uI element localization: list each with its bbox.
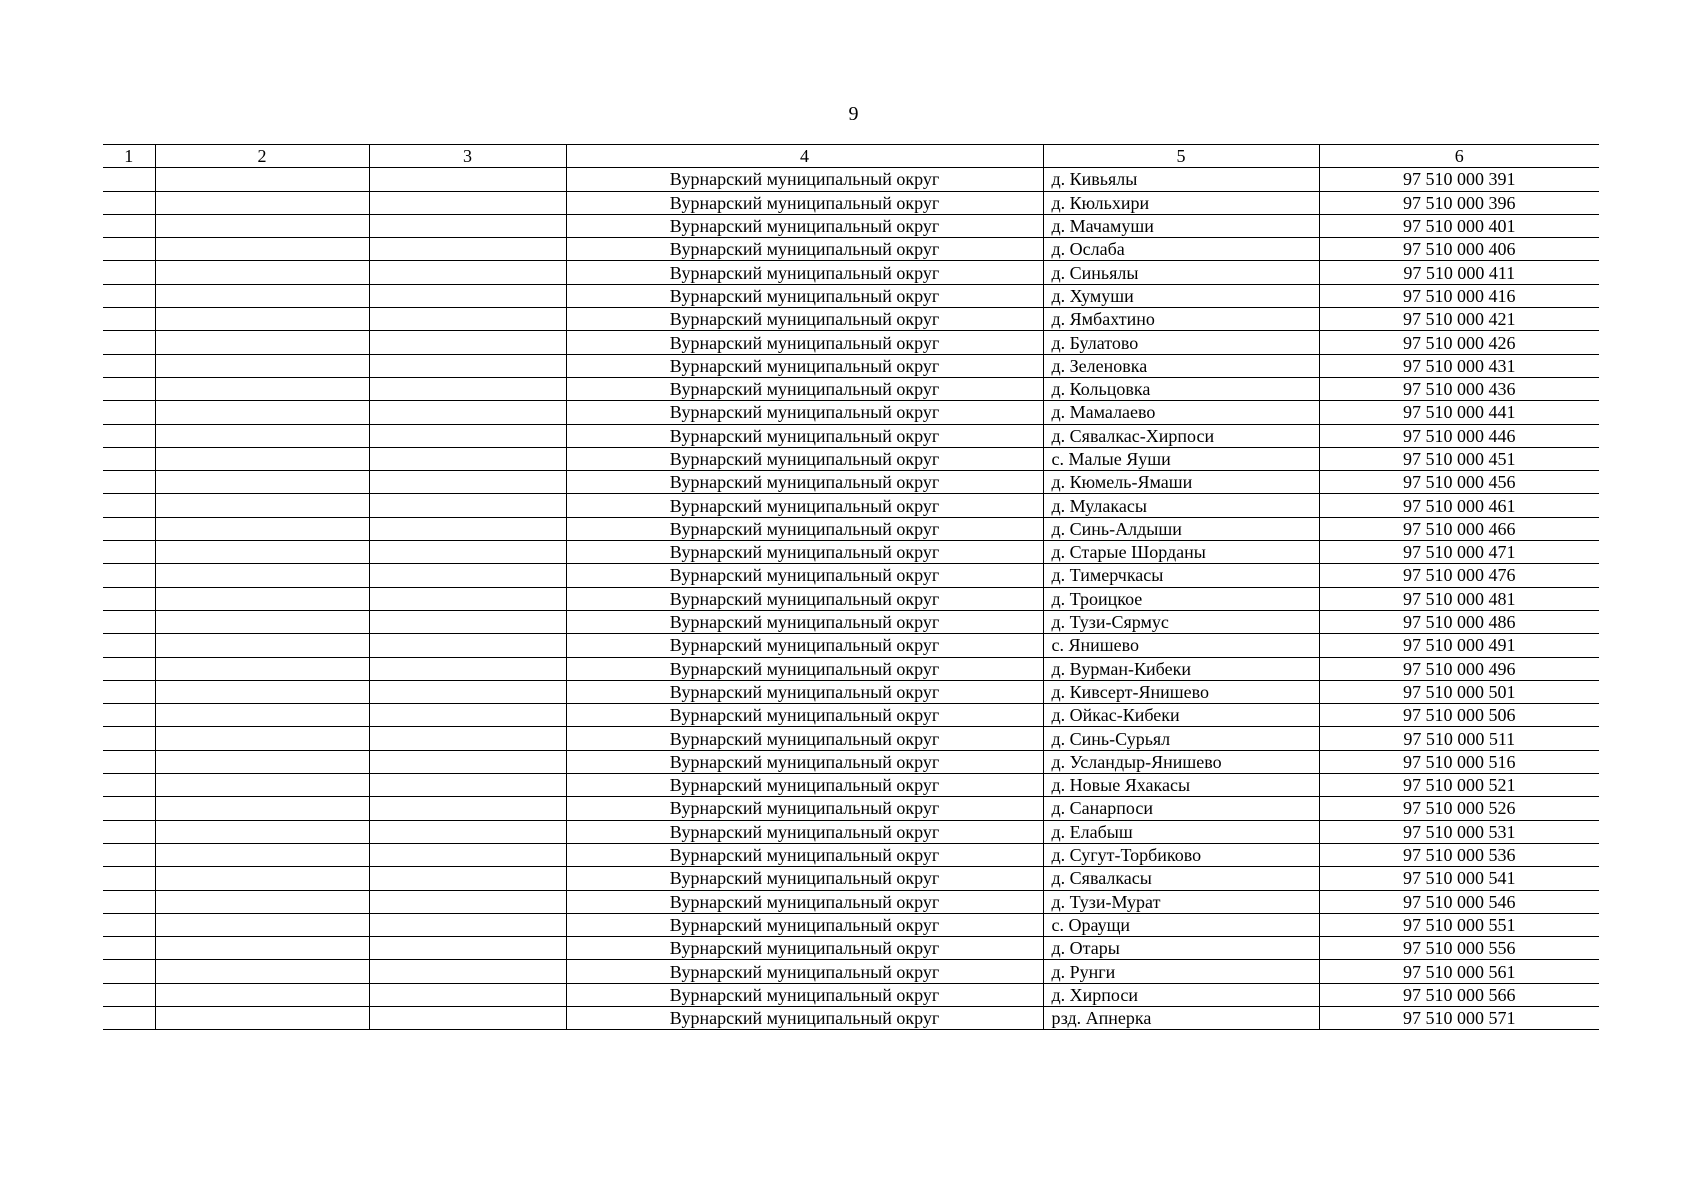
- cell-col-1: [103, 517, 155, 540]
- settlement-cell: д. Мамалаево: [1043, 401, 1319, 424]
- oktmo-code-cell: 97 510 000 546: [1319, 890, 1599, 913]
- table-row: [103, 517, 1599, 540]
- cell-col-2: [155, 913, 369, 936]
- cell-col-1: [103, 284, 155, 307]
- municipality-cell: Вурнарский муниципальный округ: [566, 657, 1043, 680]
- cell-col-2: [155, 377, 369, 400]
- settlement-cell: д. Рунги: [1043, 960, 1319, 983]
- municipality-cell: Вурнарский муниципальный округ: [566, 680, 1043, 703]
- column-header-5: 5: [1043, 145, 1319, 168]
- municipality-cell: Вурнарский муниципальный округ: [566, 331, 1043, 354]
- cell-col-1: [103, 750, 155, 773]
- cell-col-1: [103, 447, 155, 470]
- table-row: [103, 541, 1599, 564]
- cell-col-1: [103, 191, 155, 214]
- oktmo-code-cell: 97 510 000 396: [1319, 191, 1599, 214]
- cell-col-3: [369, 494, 566, 517]
- cell-col-2: [155, 890, 369, 913]
- cell-col-2: [155, 750, 369, 773]
- oktmo-code-cell: 97 510 000 501: [1319, 680, 1599, 703]
- cell-col-2: [155, 214, 369, 237]
- oktmo-code-cell: 97 510 000 476: [1319, 564, 1599, 587]
- cell-col-2: [155, 284, 369, 307]
- settlement-cell: д. Сугут-Торбиково: [1043, 843, 1319, 866]
- cell-col-3: [369, 983, 566, 1006]
- settlement-cell: рзд. Апнерка: [1043, 1006, 1319, 1029]
- table-row: [103, 401, 1599, 424]
- settlement-cell: д. Синь-Сурьял: [1043, 727, 1319, 750]
- cell-col-1: [103, 354, 155, 377]
- settlement-cell: д. Булатово: [1043, 331, 1319, 354]
- oktmo-code-cell: 97 510 000 436: [1319, 377, 1599, 400]
- municipality-cell: Вурнарский муниципальный округ: [566, 820, 1043, 843]
- oktmo-code-cell: 97 510 000 416: [1319, 284, 1599, 307]
- cell-col-3: [369, 331, 566, 354]
- municipality-cell: Вурнарский муниципальный округ: [566, 424, 1043, 447]
- municipality-cell: Вурнарский муниципальный округ: [566, 960, 1043, 983]
- oktmo-code-cell: 97 510 000 511: [1319, 727, 1599, 750]
- column-header-4: 4: [566, 145, 1043, 168]
- settlement-cell: д. Вурман-Кибеки: [1043, 657, 1319, 680]
- cell-col-1: [103, 308, 155, 331]
- municipality-cell: Вурнарский муниципальный округ: [566, 308, 1043, 331]
- oktmo-code-cell: 97 510 000 496: [1319, 657, 1599, 680]
- settlement-cell: д. Отары: [1043, 937, 1319, 960]
- settlement-cell: д. Троицкое: [1043, 587, 1319, 610]
- settlement-cell: с. Янишево: [1043, 634, 1319, 657]
- cell-col-3: [369, 937, 566, 960]
- table-row: [103, 704, 1599, 727]
- cell-col-1: [103, 937, 155, 960]
- table-row: [103, 680, 1599, 703]
- cell-col-1: [103, 634, 155, 657]
- settlement-cell: д. Кюльхири: [1043, 191, 1319, 214]
- table-row: [103, 774, 1599, 797]
- oktmo-code-cell: 97 510 000 431: [1319, 354, 1599, 377]
- municipality-cell: Вурнарский муниципальный округ: [566, 471, 1043, 494]
- cell-col-3: [369, 1006, 566, 1029]
- settlement-cell: д. Кюмель-Ямаши: [1043, 471, 1319, 494]
- oktmo-code-cell: 97 510 000 516: [1319, 750, 1599, 773]
- cell-col-2: [155, 447, 369, 470]
- column-header-1: 1: [103, 145, 155, 168]
- cell-col-2: [155, 168, 369, 191]
- register-table: [103, 144, 1599, 1030]
- table-row: [103, 238, 1599, 261]
- settlement-cell: д. Старые Шорданы: [1043, 541, 1319, 564]
- cell-col-3: [369, 471, 566, 494]
- settlement-cell: д. Хумуши: [1043, 284, 1319, 307]
- municipality-cell: Вурнарский муниципальный округ: [566, 704, 1043, 727]
- oktmo-code-cell: 97 510 000 406: [1319, 238, 1599, 261]
- cell-col-1: [103, 214, 155, 237]
- settlement-cell: д. Новые Яхакасы: [1043, 774, 1319, 797]
- oktmo-code-cell: 97 510 000 531: [1319, 820, 1599, 843]
- cell-col-3: [369, 634, 566, 657]
- cell-col-1: [103, 168, 155, 191]
- cell-col-1: [103, 657, 155, 680]
- settlement-cell: д. Кивсерт-Янишево: [1043, 680, 1319, 703]
- cell-col-3: [369, 191, 566, 214]
- table-row: [103, 634, 1599, 657]
- municipality-cell: Вурнарский муниципальный округ: [566, 750, 1043, 773]
- cell-col-2: [155, 191, 369, 214]
- settlement-cell: д. Синьялы: [1043, 261, 1319, 284]
- settlement-cell: д. Елабыш: [1043, 820, 1319, 843]
- cell-col-2: [155, 308, 369, 331]
- oktmo-code-cell: 97 510 000 421: [1319, 308, 1599, 331]
- cell-col-3: [369, 680, 566, 703]
- table-row: [103, 494, 1599, 517]
- cell-col-2: [155, 680, 369, 703]
- table-row: [103, 1006, 1599, 1029]
- cell-col-3: [369, 564, 566, 587]
- cell-col-1: [103, 610, 155, 633]
- page-number: [0, 102, 1697, 126]
- table-row: [103, 284, 1599, 307]
- cell-col-1: [103, 238, 155, 261]
- cell-col-3: [369, 284, 566, 307]
- cell-col-3: [369, 890, 566, 913]
- municipality-cell: Вурнарский муниципальный округ: [566, 447, 1043, 470]
- cell-col-2: [155, 610, 369, 633]
- oktmo-code-cell: 97 510 000 466: [1319, 517, 1599, 540]
- cell-col-2: [155, 704, 369, 727]
- cell-col-2: [155, 797, 369, 820]
- cell-col-2: [155, 331, 369, 354]
- cell-col-1: [103, 564, 155, 587]
- cell-col-2: [155, 937, 369, 960]
- cell-col-1: [103, 704, 155, 727]
- cell-col-2: [155, 354, 369, 377]
- oktmo-code-cell: 97 510 000 541: [1319, 867, 1599, 890]
- municipality-cell: Вурнарский муниципальный округ: [566, 401, 1043, 424]
- settlement-cell: д. Мачамуши: [1043, 214, 1319, 237]
- municipality-cell: Вурнарский муниципальный округ: [566, 1006, 1043, 1029]
- cell-col-3: [369, 657, 566, 680]
- oktmo-code-cell: 97 510 000 551: [1319, 913, 1599, 936]
- table-row: [103, 983, 1599, 1006]
- settlement-cell: д. Тузи-Сярмус: [1043, 610, 1319, 633]
- oktmo-code-cell: 97 510 000 506: [1319, 704, 1599, 727]
- oktmo-code-cell: 97 510 000 521: [1319, 774, 1599, 797]
- cell-col-2: [155, 657, 369, 680]
- municipality-cell: Вурнарский муниципальный округ: [566, 191, 1043, 214]
- oktmo-code-cell: 97 510 000 566: [1319, 983, 1599, 1006]
- cell-col-3: [369, 261, 566, 284]
- oktmo-code-cell: 97 510 000 486: [1319, 610, 1599, 633]
- table-row: [103, 750, 1599, 773]
- header-row: [103, 145, 1599, 168]
- cell-col-3: [369, 587, 566, 610]
- column-header-3: 3: [369, 145, 566, 168]
- table-row: [103, 168, 1599, 191]
- cell-col-3: [369, 820, 566, 843]
- cell-col-2: [155, 564, 369, 587]
- cell-col-1: [103, 424, 155, 447]
- oktmo-code-cell: 97 510 000 461: [1319, 494, 1599, 517]
- cell-col-3: [369, 843, 566, 866]
- cell-col-3: [369, 401, 566, 424]
- cell-col-2: [155, 587, 369, 610]
- cell-col-1: [103, 587, 155, 610]
- table-row: [103, 937, 1599, 960]
- cell-col-3: [369, 168, 566, 191]
- table-row: [103, 331, 1599, 354]
- oktmo-code-cell: 97 510 000 491: [1319, 634, 1599, 657]
- settlement-cell: д. Тузи-Мурат: [1043, 890, 1319, 913]
- settlement-cell: с. Малые Яуши: [1043, 447, 1319, 470]
- cell-col-2: [155, 471, 369, 494]
- table-row: [103, 820, 1599, 843]
- oktmo-code-cell: 97 510 000 481: [1319, 587, 1599, 610]
- cell-col-1: [103, 541, 155, 564]
- cell-col-2: [155, 541, 369, 564]
- municipality-cell: Вурнарский муниципальный округ: [566, 284, 1043, 307]
- cell-col-2: [155, 867, 369, 890]
- cell-col-3: [369, 610, 566, 633]
- settlement-cell: д. Ямбахтино: [1043, 308, 1319, 331]
- settlement-cell: д. Сявалкас-Хирпоси: [1043, 424, 1319, 447]
- oktmo-code-cell: 97 510 000 526: [1319, 797, 1599, 820]
- municipality-cell: Вурнарский муниципальный округ: [566, 238, 1043, 261]
- cell-col-2: [155, 517, 369, 540]
- oktmo-code-cell: 97 510 000 411: [1319, 261, 1599, 284]
- settlement-cell: д. Усландыр-Янишево: [1043, 750, 1319, 773]
- page-number-text: 9: [848, 103, 859, 125]
- oktmo-code-cell: 97 510 000 456: [1319, 471, 1599, 494]
- oktmo-code-cell: 97 510 000 556: [1319, 937, 1599, 960]
- cell-col-3: [369, 727, 566, 750]
- cell-col-1: [103, 867, 155, 890]
- cell-col-1: [103, 727, 155, 750]
- municipality-cell: Вурнарский муниципальный округ: [566, 843, 1043, 866]
- oktmo-code-cell: 97 510 000 571: [1319, 1006, 1599, 1029]
- municipality-cell: Вурнарский муниципальный округ: [566, 494, 1043, 517]
- cell-col-3: [369, 447, 566, 470]
- table-row: [103, 610, 1599, 633]
- cell-col-3: [369, 867, 566, 890]
- settlement-cell: д. Ослаба: [1043, 238, 1319, 261]
- settlement-cell: с. Ораущи: [1043, 913, 1319, 936]
- settlement-cell: д. Тимерчкасы: [1043, 564, 1319, 587]
- settlement-cell: д. Сявалкасы: [1043, 867, 1319, 890]
- table-row: [103, 587, 1599, 610]
- table-row: [103, 214, 1599, 237]
- municipality-cell: Вурнарский муниципальный округ: [566, 587, 1043, 610]
- table-row: [103, 447, 1599, 470]
- cell-col-3: [369, 750, 566, 773]
- municipality-cell: Вурнарский муниципальный округ: [566, 261, 1043, 284]
- cell-col-2: [155, 238, 369, 261]
- municipality-cell: Вурнарский муниципальный округ: [566, 564, 1043, 587]
- cell-col-3: [369, 774, 566, 797]
- table-row: [103, 727, 1599, 750]
- municipality-cell: Вурнарский муниципальный округ: [566, 634, 1043, 657]
- cell-col-3: [369, 354, 566, 377]
- table-row: [103, 354, 1599, 377]
- oktmo-code-cell: 97 510 000 441: [1319, 401, 1599, 424]
- municipality-cell: Вурнарский муниципальный округ: [566, 610, 1043, 633]
- cell-col-3: [369, 541, 566, 564]
- column-header-2: 2: [155, 145, 369, 168]
- cell-col-2: [155, 494, 369, 517]
- table-row: [103, 843, 1599, 866]
- cell-col-1: [103, 401, 155, 424]
- cell-col-3: [369, 517, 566, 540]
- settlement-cell: д. Кольцовка: [1043, 377, 1319, 400]
- cell-col-1: [103, 890, 155, 913]
- table-body: [103, 168, 1599, 1030]
- oktmo-code-cell: 97 510 000 426: [1319, 331, 1599, 354]
- municipality-cell: Вурнарский муниципальный округ: [566, 913, 1043, 936]
- cell-col-1: [103, 680, 155, 703]
- cell-col-2: [155, 634, 369, 657]
- cell-col-3: [369, 704, 566, 727]
- settlement-cell: д. Синь-Алдыши: [1043, 517, 1319, 540]
- oktmo-code-cell: 97 510 000 446: [1319, 424, 1599, 447]
- municipality-cell: Вурнарский муниципальный округ: [566, 890, 1043, 913]
- settlement-cell: д. Зеленовка: [1043, 354, 1319, 377]
- cell-col-2: [155, 401, 369, 424]
- municipality-cell: Вурнарский муниципальный округ: [566, 937, 1043, 960]
- municipality-cell: Вурнарский муниципальный округ: [566, 541, 1043, 564]
- cell-col-1: [103, 774, 155, 797]
- settlement-cell: д. Мулакасы: [1043, 494, 1319, 517]
- cell-col-1: [103, 1006, 155, 1029]
- table-row: [103, 377, 1599, 400]
- municipality-cell: Вурнарский муниципальный округ: [566, 774, 1043, 797]
- table-row: [103, 913, 1599, 936]
- column-header-6: 6: [1319, 145, 1599, 168]
- municipality-cell: Вурнарский муниципальный округ: [566, 168, 1043, 191]
- cell-col-1: [103, 331, 155, 354]
- table-row: [103, 308, 1599, 331]
- cell-col-1: [103, 471, 155, 494]
- cell-col-1: [103, 983, 155, 1006]
- settlement-cell: д. Ойкас-Кибеки: [1043, 704, 1319, 727]
- cell-col-3: [369, 913, 566, 936]
- settlement-cell: д. Кивьялы: [1043, 168, 1319, 191]
- municipality-cell: Вурнарский муниципальный округ: [566, 354, 1043, 377]
- municipality-cell: Вурнарский муниципальный округ: [566, 377, 1043, 400]
- settlement-cell: д. Санарпоси: [1043, 797, 1319, 820]
- municipality-cell: Вурнарский муниципальный округ: [566, 983, 1043, 1006]
- cell-col-1: [103, 913, 155, 936]
- municipality-cell: Вурнарский муниципальный округ: [566, 517, 1043, 540]
- table-row: [103, 424, 1599, 447]
- cell-col-1: [103, 820, 155, 843]
- cell-col-1: [103, 960, 155, 983]
- cell-col-1: [103, 494, 155, 517]
- oktmo-code-cell: 97 510 000 451: [1319, 447, 1599, 470]
- oktmo-code-cell: 97 510 000 401: [1319, 214, 1599, 237]
- cell-col-2: [155, 820, 369, 843]
- table-row: [103, 890, 1599, 913]
- table-row: [103, 867, 1599, 890]
- cell-col-3: [369, 308, 566, 331]
- cell-col-2: [155, 727, 369, 750]
- cell-col-2: [155, 983, 369, 1006]
- cell-col-2: [155, 261, 369, 284]
- cell-col-2: [155, 960, 369, 983]
- cell-col-2: [155, 424, 369, 447]
- cell-col-2: [155, 1006, 369, 1029]
- municipality-cell: Вурнарский муниципальный округ: [566, 867, 1043, 890]
- settlement-cell: д. Хирпоси: [1043, 983, 1319, 1006]
- table-row: [103, 261, 1599, 284]
- municipality-cell: Вурнарский муниципальный округ: [566, 797, 1043, 820]
- cell-col-3: [369, 238, 566, 261]
- municipality-cell: Вурнарский муниципальный округ: [566, 214, 1043, 237]
- table-row: [103, 960, 1599, 983]
- cell-col-3: [369, 377, 566, 400]
- oktmo-code-cell: 97 510 000 471: [1319, 541, 1599, 564]
- municipality-cell: Вурнарский муниципальный округ: [566, 727, 1043, 750]
- table-row: [103, 564, 1599, 587]
- cell-col-3: [369, 960, 566, 983]
- cell-col-2: [155, 774, 369, 797]
- oktmo-code-cell: 97 510 000 561: [1319, 960, 1599, 983]
- table-row: [103, 797, 1599, 820]
- table-row: [103, 191, 1599, 214]
- cell-col-2: [155, 843, 369, 866]
- cell-col-3: [369, 214, 566, 237]
- oktmo-code-cell: 97 510 000 536: [1319, 843, 1599, 866]
- cell-col-1: [103, 797, 155, 820]
- cell-col-1: [103, 377, 155, 400]
- oktmo-code-cell: 97 510 000 391: [1319, 168, 1599, 191]
- cell-col-3: [369, 797, 566, 820]
- cell-col-1: [103, 261, 155, 284]
- table-row: [103, 471, 1599, 494]
- table-row: [103, 657, 1599, 680]
- cell-col-3: [369, 424, 566, 447]
- cell-col-1: [103, 843, 155, 866]
